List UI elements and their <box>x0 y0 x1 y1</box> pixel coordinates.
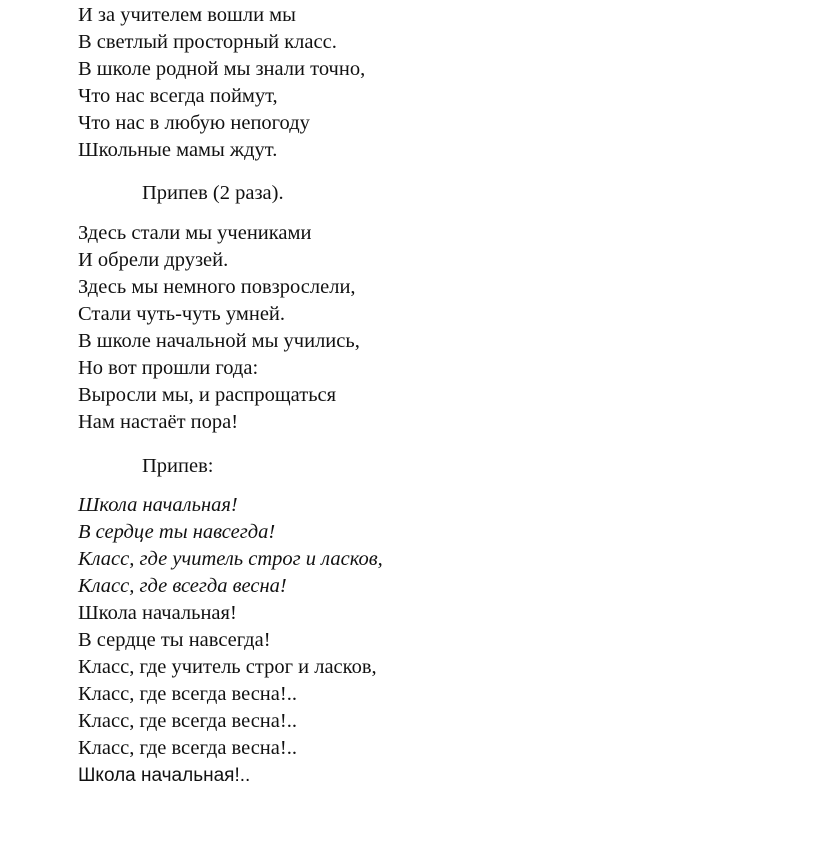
chorus-line: В сердце ты навсегда! <box>78 629 271 651</box>
verse-line: Что нас в любую непогоду <box>78 112 310 134</box>
stanza-2 <box>78 220 360 436</box>
verse-line: Здесь мы немного повзрослели, <box>78 276 356 298</box>
verse-line: Здесь стали мы учениками <box>78 222 312 244</box>
chorus-line-italic: Класс, где учитель строг и ласков, <box>78 548 383 570</box>
verse-line: Стали чуть-чуть умней. <box>78 303 286 325</box>
refrain-label: Припев: <box>142 455 214 477</box>
chorus-final-line: Школа начальная!.. <box>78 765 251 786</box>
chorus-line-italic: Школа начальная! <box>78 494 238 516</box>
verse-line: В светлый просторный класс. <box>78 31 337 53</box>
verse-line: И обрели друзей. <box>78 249 229 271</box>
chorus-line: Класс, где всегда весна!.. <box>78 710 297 732</box>
verse-line: Но вот прошли года: <box>78 357 259 379</box>
verse-line: И за учителем вошли мы <box>78 4 296 26</box>
verse-line: В школе начальной мы учились, <box>78 330 360 352</box>
verse-line: Нам настаёт пора! <box>78 411 239 433</box>
chorus-line: Школа начальная! <box>78 602 237 624</box>
verse-line: В школе родной мы знали точно, <box>78 58 366 80</box>
chorus-line: Класс, где учитель строг и ласков, <box>78 656 377 678</box>
chorus-line-italic: В сердце ты навсегда! <box>78 521 276 543</box>
chorus-line: Класс, где всегда весна!.. <box>78 737 297 759</box>
chorus-line: Класс, где всегда весна!.. <box>78 683 297 705</box>
chorus <box>78 492 383 789</box>
verse-line: Школьные мамы ждут. <box>78 139 278 161</box>
verse-line: Что нас всегда поймут, <box>78 85 278 107</box>
chorus-line-italic: Класс, где всегда весна! <box>78 575 287 597</box>
stanza-1 <box>78 2 365 164</box>
verse-line: Выросли мы, и распрощаться <box>78 384 337 406</box>
refrain-label: Припев (2 раза). <box>142 182 284 204</box>
